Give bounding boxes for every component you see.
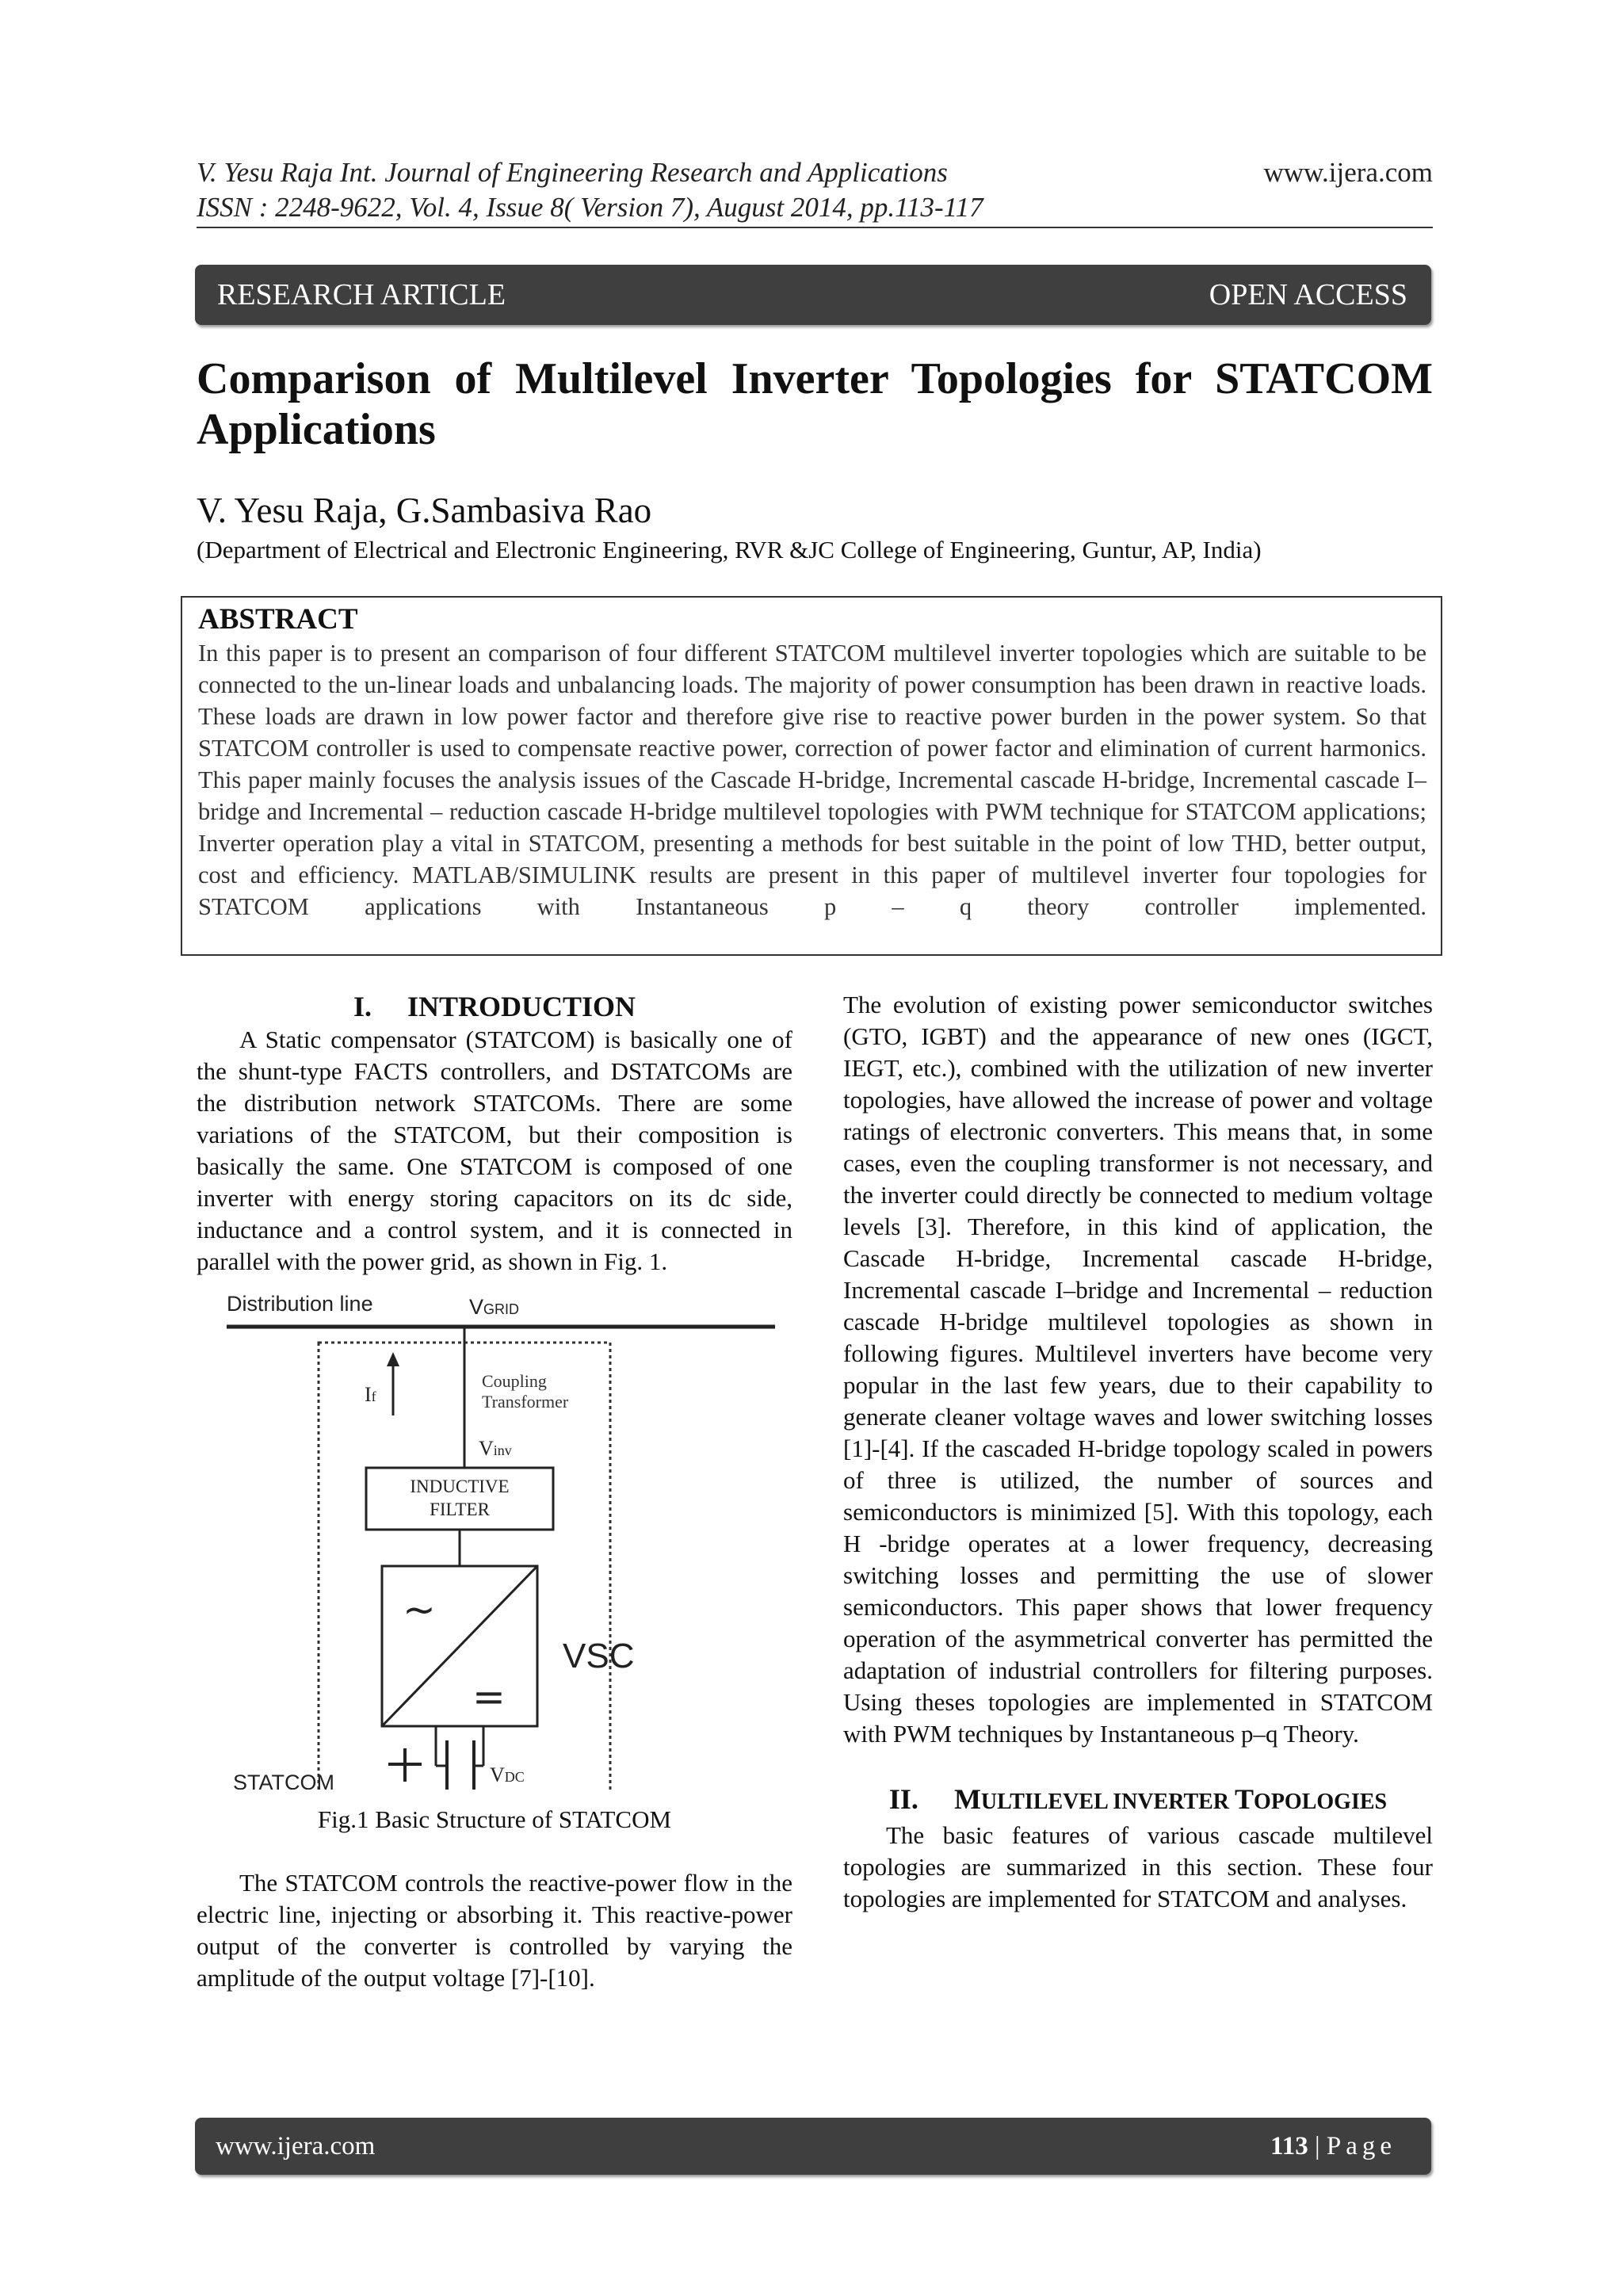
intro-paragraph-1: A Static compensator (STATCOM) is basically one of the shunt-type FACTS controllers, and DSTATCOMs are the distribution network STATCOMs. There are some variations of the STATCOM, but their composition is basically the same. One STATCOM is composed of one inverter with energy storing capacitors on its dc side, inductance and a control system, and it is connected in parallel with the power grid, as shown in Fig. 1. [197, 1026, 792, 1275]
vinv-label: Vinv [479, 1437, 512, 1460]
distribution-line-label: Distribution line [227, 1292, 373, 1316]
section-number: I. [353, 991, 372, 1022]
page-footer [195, 2118, 1431, 2175]
header-rule [197, 227, 1433, 228]
intro-paragraph-2: The STATCOM controls the reactive-power flow in the electric line, injecting or absorbing it. This reactive-power output of the converter is controlled by varying the amplitude of the output voltage [7]-[10]. [197, 1869, 792, 1992]
issn-line: ISSN : 2248-9622, Vol. 4, Issue 8( Version 7), August 2014, pp.113-117 [197, 192, 983, 223]
right-column [843, 989, 1433, 1915]
paper-title: Comparison of Multilevel Inverter Topologies for STATCOM Applications [197, 354, 1433, 454]
section-heading-introduction [197, 989, 792, 1024]
abstract-box [181, 596, 1442, 956]
abstract-heading: ABSTRACT [198, 603, 358, 636]
filter-label-1: INDUCTIVE [410, 1477, 510, 1496]
article-type-label: RESEARCH ARTICLE [217, 278, 506, 311]
filter-label-2: FILTER [430, 1499, 490, 1519]
ac-symbol: ~ [403, 1587, 436, 1633]
header-website[interactable]: www.ijera.com [1263, 157, 1433, 188]
page-number: 113 | Page [1270, 2131, 1396, 2160]
statcom-label: STATCOM [233, 1771, 334, 1790]
figure-caption: Fig.1 Basic Structure of STATCOM [317, 1805, 672, 1833]
section-title: INTRODUCTION [407, 991, 636, 1022]
current-arrow-head [387, 1352, 399, 1366]
right-paragraph-1: The evolution of existing power semiconductor switches (GTO, IGBT) and the appearance of new ones (IGCT, IEGT, etc.), combined with the utilization of new inverter topologies, have allowed the increase of power and voltage ratings of electronic converters. This means that, in some cases, even the coupling transformer is not necessary, and the inverter could directly be connected to medium voltage levels [3]. Therefore, in this kind of application, the Cascade H-bridge, Incremental cascade H-bridge, Incremental cascade I–bridge and Incremental – reduction cascade H-bridge multilevel topologies as shown in following figures. Multilevel inverters have become very popular in the last few years, due to their capability to generate cleaner voltage waves and lower switching losses [1]-[4]. If the cascaded H-bridge topology scaled in powers of three is utilized, the number of sources and semiconductors is minimized [5]. With this topology, each H -bridge operates at a lower frequency, decreasing switching losses and permitting the use of slower semiconductors. This paper shows that lower frequency operation of the asymmetrical converter has permitted the adaptation of industrial controllers for filtering purposes. Using theses topologies are implemented in STATCOM with PWM techniques by Instantaneous p–q Theory. [843, 991, 1433, 1748]
vgrid-label: VGRID [469, 1295, 520, 1319]
coupling-label-1: Coupling [482, 1371, 547, 1391]
running-header [197, 155, 983, 225]
vsc-label: VSC [563, 1637, 635, 1675]
vdc-label: VDC [490, 1763, 525, 1786]
author-affiliation: (Department of Electrical and Electronic Engineering, RVR &JC College of Engineering, Guntur, AP, India) [197, 536, 1262, 563]
open-access-label: OPEN ACCESS [1209, 278, 1407, 311]
paper-authors: V. Yesu Raja, G.Sambasiva Rao [197, 491, 652, 530]
footer-website[interactable]: www.ijera.com [216, 2131, 376, 2160]
section-heading-topologies [843, 1782, 1433, 1820]
abstract-text: In this paper is to present an comparison of four different STATCOM multilevel inverter topologies which are suitable to be connected to the un-linear loads and unbalancing loads. The majority of power consumption has been drawn in reactive loads. These loads are drawn in low power factor and therefore give rise to reactive power burden in the power system. So that STATCOM controller is used to compensate reactive power, correction of power factor and elimination of current harmonics. This paper mainly focuses the analysis issues of the Cascade H-bridge, Incremental cascade H-bridge, Incremental cascade I–bridge and Incremental – reduction cascade H-bridge multilevel topologies with PWM technique for STATCOM applications; Inverter operation play a vital in STATCOM, presenting a methods for best suitable in the point of low THD, better output, cost and efficiency. MATLAB/SIMULINK results are present in this paper of multilevel inverter four topologies for STATCOM applications with Instantaneous p – q theory controller implemented. [198, 640, 1426, 920]
statcom-diagram [197, 1282, 792, 1790]
section-title: MULTILEVEL INVERTER TOPOLOGIES [953, 1783, 1388, 1815]
statcom-figure [197, 1282, 792, 1790]
coupling-label-2: Transformer [482, 1392, 569, 1412]
section-number: II. [888, 1783, 918, 1815]
dc-symbol: = [472, 1674, 506, 1720]
right-paragraph-2: The basic features of various cascade multilevel topologies are summarized in this section. These four topologies are implemented for STATCOM and analyses. [843, 1821, 1433, 1912]
journal-line: V. Yesu Raja Int. Journal of Engineering Research and Applications [197, 157, 948, 188]
article-banner [195, 265, 1431, 325]
if-label: If [365, 1383, 376, 1406]
left-column [197, 989, 792, 1994]
